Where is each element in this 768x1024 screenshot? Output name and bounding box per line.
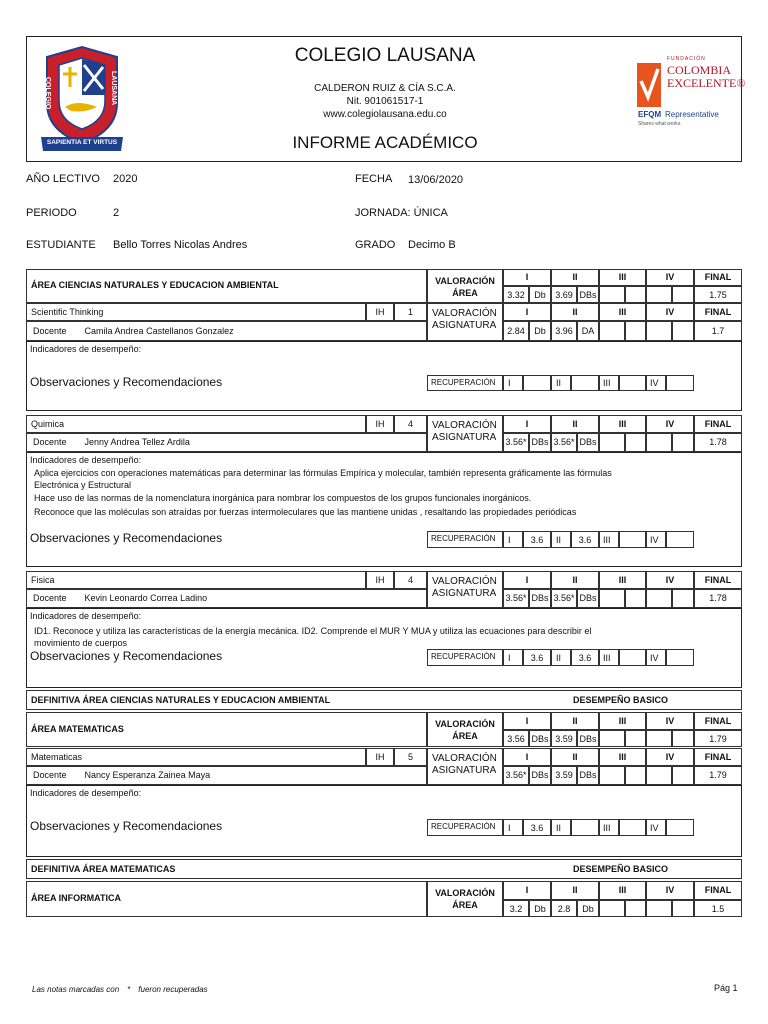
period-1-header: I — [503, 415, 551, 433]
area-level-p1: Db — [529, 286, 551, 303]
crest-right-text: LAUSANA — [110, 71, 117, 106]
recovery-p1-label: I — [503, 531, 523, 548]
area-level-p4 — [672, 730, 694, 747]
period-4-header: IV — [646, 303, 694, 321]
area-final-grade: 1.75 — [694, 286, 742, 303]
subject-grade-p4 — [646, 321, 672, 341]
area-level-p3 — [625, 730, 646, 747]
subject-grade-p4 — [646, 589, 672, 608]
company-name: CALDERON RUIZ & CÍA S.C.A. — [314, 83, 456, 94]
area-grade-p1: 3.32 — [503, 286, 529, 303]
area-level-p3 — [625, 900, 646, 917]
area-level-p4 — [672, 286, 694, 303]
subject-final-grade: 1.79 — [694, 766, 742, 785]
subject-level-p1: DBs — [529, 766, 551, 785]
area-final-grade: 1.79 — [694, 730, 742, 747]
subject-name: Matematicas — [26, 748, 366, 766]
ih-value: 4 — [394, 571, 427, 589]
area-grade-p3 — [599, 730, 625, 747]
recovery-label: RECUPERACIÓN — [427, 819, 503, 836]
period-3-header: III — [599, 571, 646, 589]
subject-grade-p1: 3.56* — [503, 766, 529, 785]
indicator-text: Aplica ejercicios con operaciones matemáticas para determinar las fórmulas Empírica y molecular, también representa gráficamente las fórmulas — [34, 468, 612, 478]
indicator-text: Hace uso de las normas de la nomenclatura inorgánica para nombrar los compuestos de los grupos funcionales inorgánicos. — [34, 493, 532, 503]
partner-line1: COLOMBIA — [667, 63, 732, 77]
area-level-p2: DBs — [577, 730, 599, 747]
recovery-p2-value — [571, 375, 599, 391]
school-website: www.colegiolausana.edu.co — [323, 109, 447, 120]
recovery-p3-label: III — [599, 375, 619, 391]
valoracion-area-label: VALORACIÓN ÁREA — [427, 881, 503, 917]
recovery-p1-label: I — [503, 649, 523, 666]
subject-final-grade: 1.78 — [694, 433, 742, 452]
subject-grade-p2: 3.59 — [551, 766, 577, 785]
observations-label: Observaciones y Recomendaciones — [30, 531, 223, 545]
ih-label: IH — [366, 748, 394, 766]
period-2-header: II — [551, 303, 599, 321]
recovery-p1-value: 3.6 — [523, 649, 551, 666]
period-2-header: II — [551, 269, 599, 286]
period-1-header: I — [503, 303, 551, 321]
valoracion-asignatura-label: VALORACIÓN ASIGNATURA — [427, 748, 503, 785]
teacher-row: Docente Camila Andrea Castellanos Gonzalez — [26, 321, 427, 341]
recovery-p3-label: III — [599, 819, 619, 836]
indicator-text: ID1. Reconoce y utiliza las características de la energía mecánica. ID2. Comprende el MUR Y MUA y utiliza las ecuaciones para describir el — [34, 626, 592, 636]
student-value: Bello Torres Nicolas Andres — [113, 239, 248, 251]
subject-level-p3 — [625, 321, 646, 341]
area-grade-p3 — [599, 900, 625, 917]
recovery-p1-value: 3.6 — [523, 819, 551, 836]
subject-grade-p3 — [599, 589, 625, 608]
recovery-p4-value — [666, 649, 694, 666]
subject-name: Quimica — [26, 415, 366, 433]
valoracion-area-label: VALORACIÓN ÁREA — [427, 712, 503, 747]
area-matematicas-title: ÁREA MATEMATICAS — [26, 712, 427, 747]
indicators-label: Indicadores de desempeño: — [30, 611, 142, 621]
ih-label: IH — [366, 303, 394, 321]
recovery-p1-label: I — [503, 375, 523, 391]
year-value: 2020 — [113, 173, 138, 185]
subject-level-p4 — [672, 433, 694, 452]
report-title: INFORME ACADÉMICO — [292, 133, 478, 152]
subject-final-grade: 1.7 — [694, 321, 742, 341]
subject-grade-p3 — [599, 766, 625, 785]
area-level-p4 — [672, 900, 694, 917]
area-level-p2: Db — [577, 900, 599, 917]
period-4-header: IV — [646, 748, 694, 766]
subject-level-p1: DBs — [529, 589, 551, 608]
period-2-header: II — [551, 748, 599, 766]
indicator-text: Electrónica y Estructural — [34, 480, 132, 490]
ih-value: 1 — [394, 303, 427, 321]
recovery-p1-label: I — [503, 819, 523, 836]
period-1-header: I — [503, 748, 551, 766]
indicators-label: Indicadores de desempeño: — [30, 455, 142, 465]
period-3-header: III — [599, 712, 646, 730]
subject-grade-p1: 3.56* — [503, 433, 529, 452]
partner-small-text: FUNDACIÓN — [667, 56, 706, 62]
teacher-row: Docente Kevin Leonardo Correa Ladino — [26, 589, 427, 608]
indicator-text: Reconoce que las moléculas son atraídas por fuerzas intermoleculares que las mantiene unidas , resaltando las propiedades periódicas — [34, 507, 577, 517]
area-final-summary: DEFINITIVA ÁREA CIENCIAS NATURALES Y EDUCACION AMBIENTAL DESEMPEÑO BASICO — [26, 690, 742, 710]
period-4-header: IV — [646, 269, 694, 286]
recovery-p3-value — [619, 649, 646, 666]
subject-level-p4 — [672, 321, 694, 341]
report-header — [26, 36, 746, 162]
year-label: AÑO LECTIVO — [26, 173, 100, 185]
date-label: FECHA — [355, 173, 393, 185]
final-header: FINAL — [694, 415, 742, 433]
final-header: FINAL — [694, 269, 742, 286]
recovery-p2-value — [571, 819, 599, 836]
final-header: FINAL — [694, 571, 742, 589]
observations-label: Observaciones y Recomendaciones — [30, 649, 223, 663]
valoracion-asignatura-label: VALORACIÓN ASIGNATURA — [427, 303, 503, 341]
recovery-p3-label: III — [599, 649, 619, 666]
final-header: FINAL — [694, 303, 742, 321]
subject-grade-p3 — [599, 321, 625, 341]
valoracion-area-label: VALORACIÓN ÁREA — [427, 269, 503, 303]
footnote: Las notas marcadas con * fueron recuperadas — [32, 985, 208, 994]
area-grade-p2: 2.8 — [551, 900, 577, 917]
subject-grade-p4 — [646, 766, 672, 785]
area-informatica-title: ÁREA INFORMATICA — [26, 881, 427, 917]
recovery-p4-label: IV — [646, 649, 666, 666]
subject-grade-p3 — [599, 433, 625, 452]
subject-level-p2: DA — [577, 321, 599, 341]
subject-grade-p4 — [646, 433, 672, 452]
recovery-label: RECUPERACIÓN — [427, 649, 503, 666]
period-3-header: III — [599, 269, 646, 286]
recovery-p3-value — [619, 819, 646, 836]
area-grade-p3 — [599, 286, 625, 303]
period-3-header: III — [599, 415, 646, 433]
subject-level-p4 — [672, 589, 694, 608]
area-grade-p1: 3.56 — [503, 730, 529, 747]
partner-line2: EXCELENTE® — [667, 76, 746, 90]
recovery-p3-label: III — [599, 531, 619, 548]
subject-level-p3 — [625, 766, 646, 785]
observations-label: Observaciones y Recomendaciones — [30, 375, 223, 389]
period-2-header: II — [551, 712, 599, 730]
indicators-label: Indicadores de desempeño: — [30, 788, 142, 798]
subject-grade-p2: 3.56* — [551, 589, 577, 608]
period-2-header: II — [551, 881, 599, 900]
subject-level-p2: DBs — [577, 766, 599, 785]
grade-value: Decimo B — [408, 239, 456, 251]
recovery-p4-value — [666, 375, 694, 391]
area-level-p1: Db — [529, 900, 551, 917]
period-1-header: I — [503, 269, 551, 286]
representative-text: Representative — [665, 110, 719, 119]
recovery-p2-label: II — [551, 531, 571, 548]
partner-tagline: Shares what works. — [638, 121, 682, 127]
recovery-label: RECUPERACIÓN — [427, 375, 503, 391]
student-label: ESTUDIANTE — [26, 239, 96, 251]
area-grade-p2: 3.59 — [551, 730, 577, 747]
recovery-p2-value: 3.6 — [571, 649, 599, 666]
recovery-p4-label: IV — [646, 531, 666, 548]
area-grade-p4 — [646, 286, 672, 303]
period-4-header: IV — [646, 712, 694, 730]
recovery-p4-value — [666, 819, 694, 836]
shift-label: JORNADA: ÚNICA — [355, 207, 448, 219]
indicator-text: movimiento de cuerpos — [34, 638, 128, 648]
indicators-label: Indicadores de desempeño: — [30, 344, 142, 354]
page-number: Pág 1 — [714, 983, 738, 993]
recovery-p4-value — [666, 531, 694, 548]
valoracion-asignatura-label: VALORACIÓN ASIGNATURA — [427, 415, 503, 452]
period-4-header: IV — [646, 571, 694, 589]
area-grade-p4 — [646, 730, 672, 747]
school-name: COLEGIO LAUSANA — [294, 45, 476, 66]
recovery-p2-value: 3.6 — [571, 531, 599, 548]
recovery-p1-value — [523, 375, 551, 391]
recovery-p1-value: 3.6 — [523, 531, 551, 548]
area-level-p2: DBs — [577, 286, 599, 303]
subject-level-p4 — [672, 766, 694, 785]
date-value: 13/06/2020 — [408, 174, 464, 186]
final-header: FINAL — [694, 748, 742, 766]
crest-left-text: COLEGIO — [44, 77, 51, 110]
subject-level-p2: DBs — [577, 589, 599, 608]
final-header: FINAL — [694, 881, 742, 900]
area-ciencias-title: ÁREA CIENCIAS NATURALES Y EDUCACION AMBIENTAL — [26, 269, 427, 303]
area-level-p1: DBs — [529, 730, 551, 747]
area-grade-p1: 3.2 — [503, 900, 529, 917]
recovery-p3-value — [619, 531, 646, 548]
area-grade-p4 — [646, 900, 672, 917]
period-value: 2 — [113, 207, 120, 219]
nit-number: Nit. 901061517-1 — [346, 96, 424, 107]
period-1-header: I — [503, 571, 551, 589]
recovery-p4-label: IV — [646, 375, 666, 391]
ih-label: IH — [366, 571, 394, 589]
efqm-text: EFQM — [638, 110, 662, 119]
period-3-header: III — [599, 303, 646, 321]
subject-grade-p1: 2.84 — [503, 321, 529, 341]
ih-value: 4 — [394, 415, 427, 433]
period-3-header: III — [599, 748, 646, 766]
excellence-check-icon — [637, 63, 661, 107]
period-2-header: II — [551, 415, 599, 433]
period-1-header: I — [503, 712, 551, 730]
recovery-p4-label: IV — [646, 819, 666, 836]
subject-level-p1: DBs — [529, 433, 551, 452]
subject-name: Scientific Thinking — [26, 303, 366, 321]
recovery-p2-label: II — [551, 375, 571, 391]
crest-motto: SAPIENTIA ET VIRTUS — [46, 139, 118, 146]
subject-level-p3 — [625, 589, 646, 608]
period-4-header: IV — [646, 881, 694, 900]
observations-label: Observaciones y Recomendaciones — [30, 819, 223, 833]
teacher-row: Docente Jenny Andrea Tellez Ardila — [26, 433, 427, 452]
period-2-header: II — [551, 571, 599, 589]
area-grade-p2: 3.69 — [551, 286, 577, 303]
subject-final-grade: 1.78 — [694, 589, 742, 608]
recovery-p2-label: II — [551, 819, 571, 836]
subject-level-p3 — [625, 433, 646, 452]
period-4-header: IV — [646, 415, 694, 433]
valoracion-asignatura-label: VALORACIÓN ASIGNATURA — [427, 571, 503, 608]
final-header: FINAL — [694, 712, 742, 730]
grade-label: GRADO — [355, 239, 396, 251]
period-3-header: III — [599, 881, 646, 900]
subject-name: Fisica — [26, 571, 366, 589]
recovery-label: RECUPERACIÓN — [427, 531, 503, 548]
ih-value: 5 — [394, 748, 427, 766]
subject-grade-p2: 3.56* — [551, 433, 577, 452]
area-final-summary: DEFINITIVA ÁREA MATEMATICAS DESEMPEÑO BASICO — [26, 859, 742, 879]
period-1-header: I — [503, 881, 551, 900]
recovery-p2-label: II — [551, 649, 571, 666]
subject-grade-p1: 3.56* — [503, 589, 529, 608]
recovery-p3-value — [619, 375, 646, 391]
period-label: PERIODO — [26, 207, 77, 219]
teacher-row: Docente Nancy Esperanza Zainea Maya — [26, 766, 427, 785]
ih-label: IH — [366, 415, 394, 433]
subject-level-p1: Db — [529, 321, 551, 341]
subject-grade-p2: 3.96 — [551, 321, 577, 341]
area-level-p3 — [625, 286, 646, 303]
area-final-grade: 1.5 — [694, 900, 742, 917]
subject-level-p2: DBs — [577, 433, 599, 452]
